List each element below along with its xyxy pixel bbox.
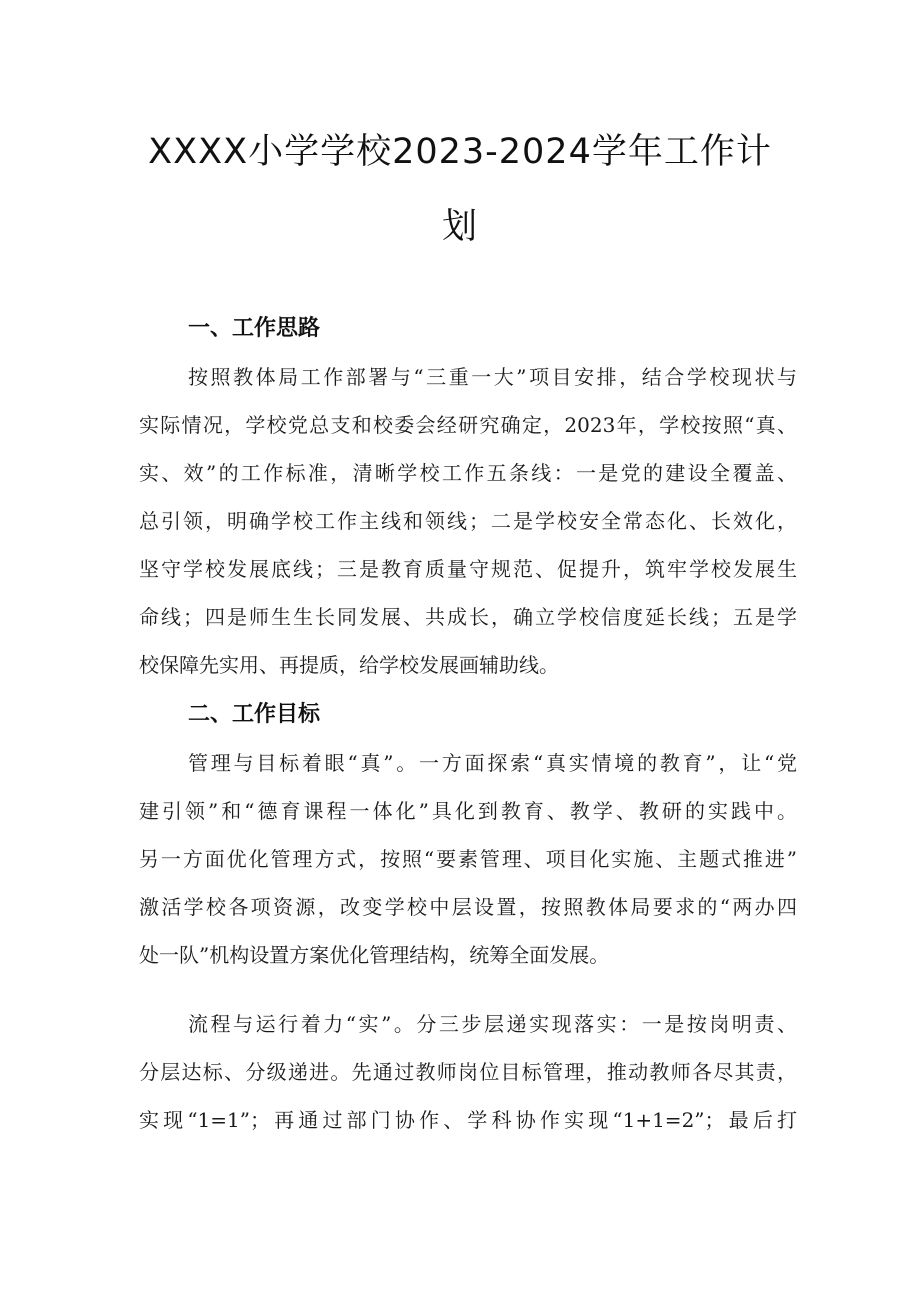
- paragraph-line: 实、效”的工作标准，清晰学校工作五条线：一是党的建设全覆盖、: [139, 461, 797, 485]
- paragraph-line: 校保障先实用、再提质，给学校发展画辅助线。: [139, 653, 559, 677]
- document-title-line-1: XXXX小学学校2023-2024学年工作计: [148, 132, 772, 172]
- paragraph-line: 坚守学校发展底线；三是教育质量守规范、促提升，筑牢学校发展生: [139, 557, 797, 581]
- paragraph-line: 分层达标、分级递进。先通过教师岗位目标管理，推动教师各尽其责，: [139, 1060, 797, 1084]
- document-title-line-2: 划: [441, 207, 478, 247]
- paragraph-line: 激活学校各项资源，改变学校中层设置，按照教体局要求的“两办四: [139, 895, 797, 919]
- paragraph-line: 建引领”和“德育课程一体化”具化到教育、教学、教研的实践中。: [139, 799, 797, 823]
- paragraph-line: 流程与运行着力“实”。分三步层递实现落实：一是按岗明责、: [188, 1012, 797, 1036]
- paragraph-line: 管理与目标着眼“真”。一方面探索“真实情境的教育”，让“党: [188, 751, 797, 775]
- paragraph-line: 实际情况，学校党总支和校委会经研究确定，2023年，学校按照“真、: [139, 413, 797, 437]
- paragraph-line: 另一方面优化管理方式，按照“要素管理、项目化实施、主题式推进”: [139, 847, 797, 871]
- section-heading-work-goals: 二、工作目标: [188, 702, 321, 727]
- paragraph-line: 按照教体局工作部署与“三重一大”项目安排，结合学校现状与: [188, 365, 797, 389]
- section-heading-work-approach: 一、工作思路: [188, 316, 321, 341]
- paragraph-line: 命线；四是师生生长同发展、共成长，确立学校信度延长线；五是学: [139, 605, 797, 629]
- paragraph-line: 总引领，明确学校工作主线和领线；二是学校安全常态化、长效化，: [139, 509, 797, 533]
- paragraph-line: 处一队”机构设置方案优化管理结构，统筹全面发展。: [139, 943, 610, 967]
- paragraph-line: 实现“1=1”；再通过部门协作、学科协作实现“1+1=2”；最后打: [139, 1108, 797, 1132]
